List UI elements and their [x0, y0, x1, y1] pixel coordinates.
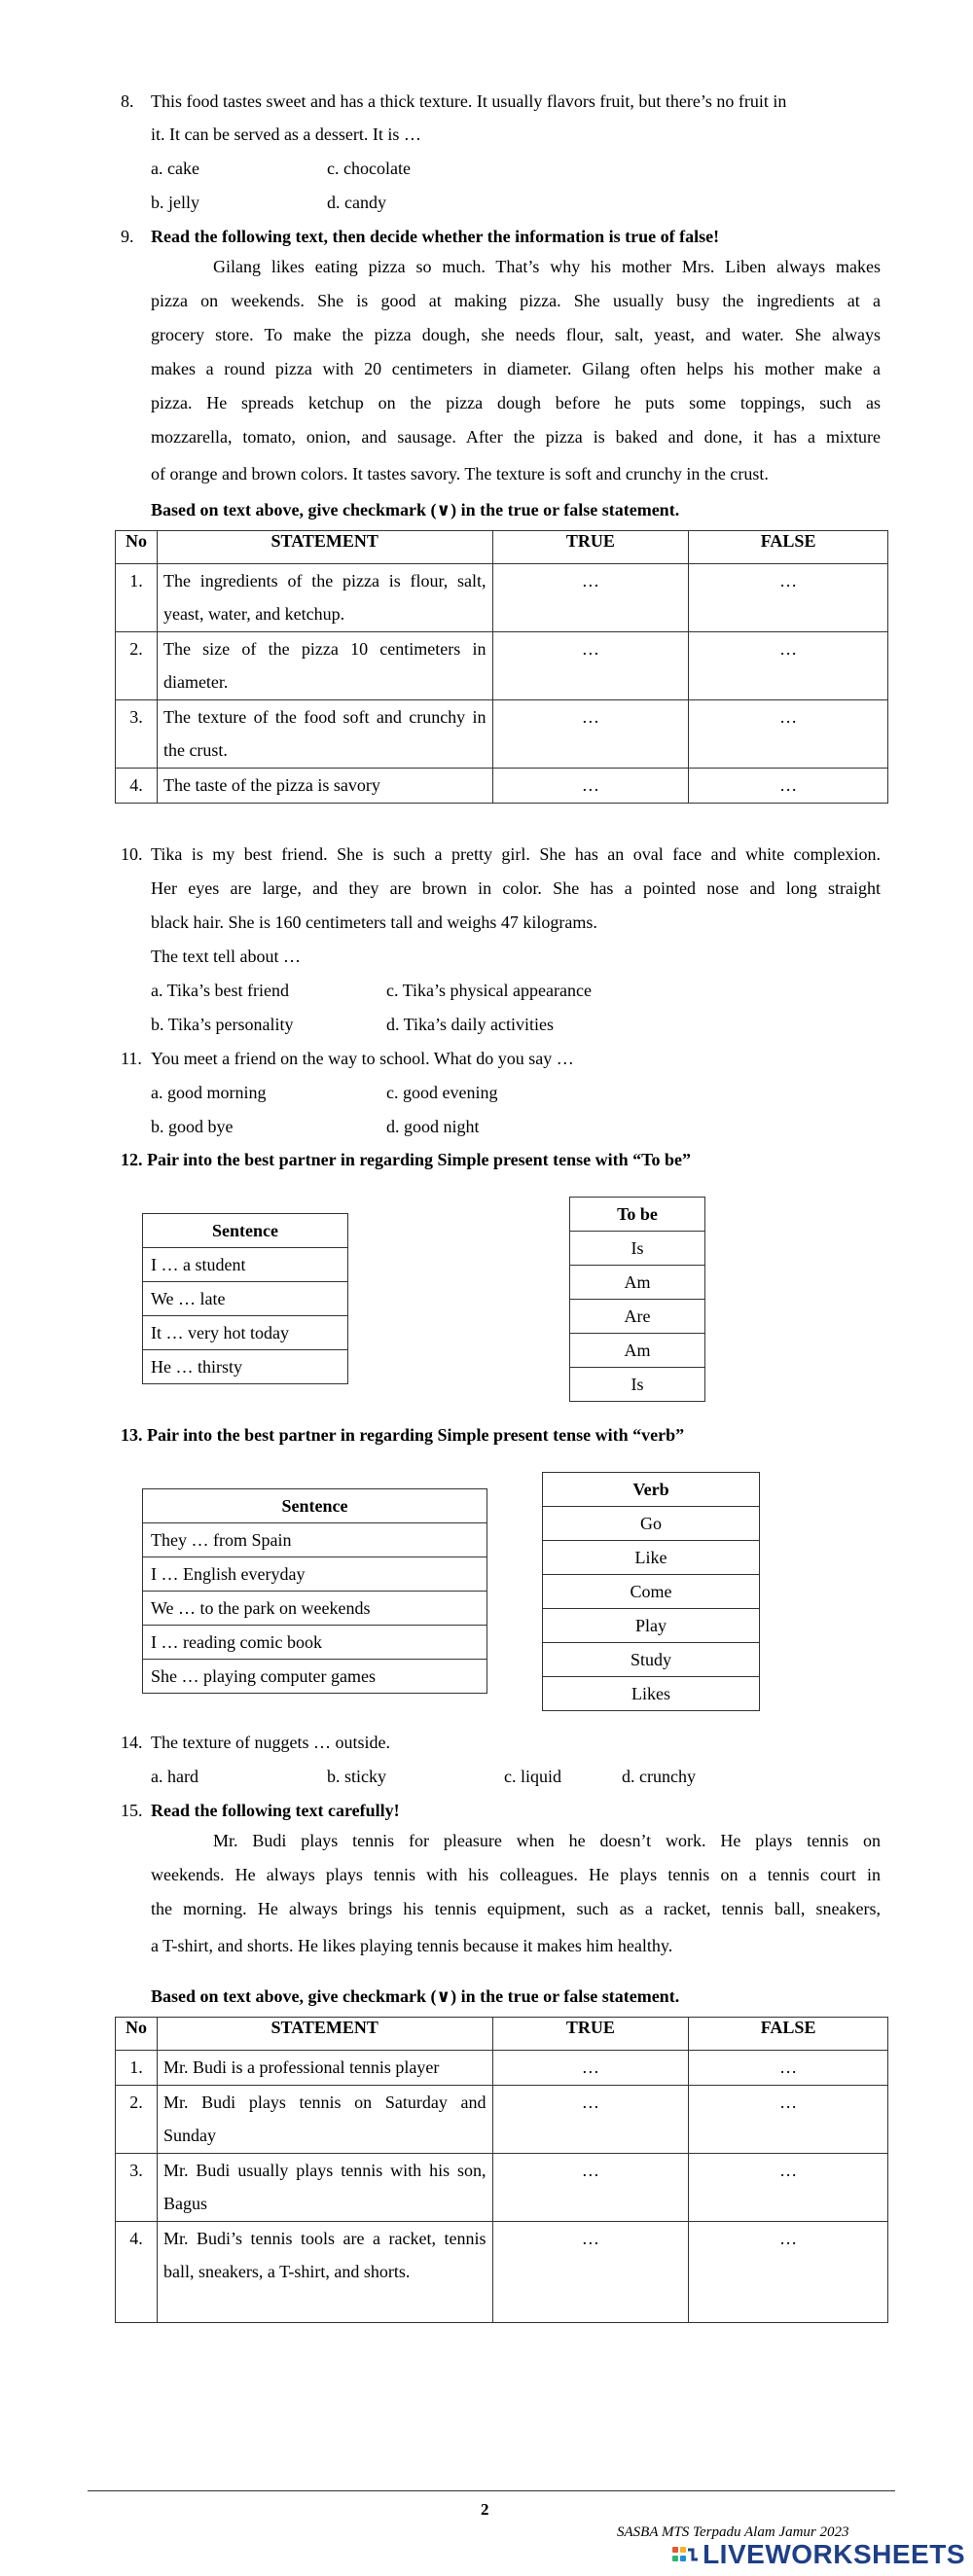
- q9-passage-line: pizza. He spreads ketchup on the pizza dough before he puts some toppings, such as: [151, 393, 881, 412]
- sentence-cell[interactable]: It … very hot today: [143, 1316, 348, 1350]
- q11-text: You meet a friend on the way to school. What do you say …: [151, 1049, 574, 1068]
- footer-divider: [88, 2490, 895, 2491]
- q14-option-d: d. crunchy: [622, 1767, 696, 1786]
- table-row: [116, 2154, 888, 2222]
- header-true: TRUE: [492, 2018, 689, 2051]
- q9-passage-line: grocery store. To make the pizza dough, she needs flour, salt, yeast, and water. She always: [151, 325, 881, 344]
- true-cell[interactable]: …: [492, 700, 689, 769]
- tobe-cell[interactable]: Is: [570, 1368, 705, 1402]
- table-row: [116, 769, 888, 804]
- q10-option-b: b. Tika’s personality: [151, 1015, 294, 1034]
- false-cell[interactable]: …: [689, 632, 888, 700]
- q14-option-b: b. sticky: [327, 1767, 386, 1786]
- q10-passage-line: black hair. She is 160 centimeters tall and weighs 47 kilograms.: [151, 912, 597, 932]
- sentence-header: Sentence: [143, 1214, 348, 1248]
- q10-option-a: a. Tika’s best friend: [151, 981, 289, 1000]
- row-number: 3.: [116, 700, 158, 769]
- sentence-cell[interactable]: We … to the park on weekends: [143, 1592, 487, 1626]
- verb-cell[interactable]: Play: [543, 1609, 760, 1643]
- q8-option-d: d. candy: [327, 193, 386, 212]
- verb-header: Verb: [543, 1473, 760, 1507]
- row-statement: Mr. Budi’s tennis tools are a racket, tennis ball, sneakers, a T-shirt, and shorts.: [157, 2222, 492, 2323]
- q10-number: 10.: [121, 844, 143, 864]
- row-number: 2.: [116, 632, 158, 700]
- true-cell[interactable]: …: [492, 564, 689, 632]
- q10-passage-line: Tika is my best friend. She is such a pretty girl. She has an oval face and white complexion.: [151, 844, 881, 864]
- verb-cell[interactable]: Come: [543, 1575, 760, 1609]
- q10-option-d: d. Tika’s daily activities: [386, 1015, 555, 1034]
- q9-table: [115, 530, 888, 804]
- true-cell[interactable]: …: [492, 2051, 689, 2086]
- q15-instruction: Read the following text carefully!: [151, 1801, 400, 1820]
- verb-cell[interactable]: Likes: [543, 1677, 760, 1711]
- q13-verb-table: [542, 1472, 760, 1711]
- sentence-cell[interactable]: We … late: [143, 1282, 348, 1316]
- q15-table-header: [116, 2018, 888, 2051]
- sentence-cell[interactable]: I … English everyday: [143, 1557, 487, 1592]
- footer-school: SASBA MTS Terpadu Alam Jamur 2023: [617, 2524, 849, 2540]
- table-row: [116, 2086, 888, 2154]
- tobe-cell[interactable]: Am: [570, 1334, 705, 1368]
- q15-table: [115, 2017, 888, 2323]
- q11-option-d: d. good night: [386, 1117, 480, 1136]
- false-cell[interactable]: …: [689, 564, 888, 632]
- sentence-cell[interactable]: I … a student: [143, 1248, 348, 1282]
- row-statement: The taste of the pizza is savory: [157, 769, 492, 804]
- q11-option-c: c. good evening: [386, 1083, 498, 1102]
- q8-text-line1: This food tastes sweet and has a thick texture. It usually flavors fruit, but there’s no fruit in: [151, 91, 787, 111]
- verb-cell[interactable]: Study: [543, 1643, 760, 1677]
- q12-sentence-table: [142, 1213, 348, 1384]
- tobe-cell[interactable]: Am: [570, 1266, 705, 1300]
- q14-option-c: c. liquid: [504, 1767, 561, 1786]
- table-row: [116, 700, 888, 769]
- header-no: No: [116, 2018, 158, 2051]
- q11-option-b: b. good bye: [151, 1117, 234, 1136]
- q15-passage-line: the morning. He always brings his tennis equipment, such as a racket, tennis ball, sneakers,: [151, 1899, 881, 1918]
- q15-number: 15.: [121, 1801, 143, 1820]
- row-statement: Mr. Budi plays tennis on Saturday and Sunday: [157, 2086, 492, 2154]
- true-cell[interactable]: …: [492, 2154, 689, 2222]
- row-number: 3.: [116, 2154, 158, 2222]
- false-cell[interactable]: …: [689, 2222, 888, 2323]
- q13-title: 13. Pair into the best partner in regarding Simple present tense with “verb”: [121, 1425, 685, 1445]
- q9-passage-line: mozzarella, tomato, onion, and sausage. After the pizza is baked and done, it has a mixture: [151, 427, 881, 447]
- page-number: 2: [481, 2500, 489, 2519]
- true-cell[interactable]: …: [492, 2086, 689, 2154]
- q11-option-a: a. good morning: [151, 1083, 267, 1102]
- verb-cell[interactable]: Go: [543, 1507, 760, 1541]
- q11-number: 11.: [121, 1049, 142, 1068]
- q9-number: 9.: [121, 227, 134, 246]
- q12-tobe-table: [569, 1197, 705, 1402]
- row-statement: The size of the pizza 10 centimeters in diameter.: [157, 632, 492, 700]
- header-statement: STATEMENT: [157, 2018, 492, 2051]
- q9-table-instruction: Based on text above, give checkmark (∨) in the true or false statement.: [151, 500, 680, 519]
- q9-passage-line: pizza on weekends. She is good at making pizza. She usually busy the ingredients at a: [151, 291, 881, 310]
- row-number: 4.: [116, 769, 158, 804]
- q14-option-a: a. hard: [151, 1767, 198, 1786]
- verb-cell[interactable]: Like: [543, 1541, 760, 1575]
- header-no: No: [116, 531, 158, 564]
- false-cell[interactable]: …: [689, 769, 888, 804]
- tobe-cell[interactable]: Are: [570, 1300, 705, 1334]
- row-number: 4.: [116, 2222, 158, 2323]
- true-cell[interactable]: …: [492, 632, 689, 700]
- q8-text-line2: it. It can be served as a dessert. It is …: [151, 125, 421, 144]
- row-statement: Mr. Budi usually plays tennis with his son, Bagus: [157, 2154, 492, 2222]
- q15-passage-line: Mr. Budi plays tennis for pleasure when he doesn’t work. He plays tennis on: [213, 1831, 881, 1850]
- sentence-header: Sentence: [143, 1489, 487, 1523]
- q14-number: 14.: [121, 1733, 143, 1752]
- table-row: [116, 632, 888, 700]
- true-cell[interactable]: …: [492, 2222, 689, 2323]
- q9-passage-line: makes a round pizza with 20 centimeters in diameter. Gilang often helps his mother make a: [151, 359, 881, 378]
- true-cell[interactable]: …: [492, 769, 689, 804]
- q15-passage-line: a T-shirt, and shorts. He likes playing tennis because it makes him healthy.: [151, 1936, 673, 1955]
- row-number: 2.: [116, 2086, 158, 2154]
- header-false: FALSE: [689, 531, 888, 564]
- q15-passage-line: weekends. He always plays tennis with his colleagues. He plays tennis on a tennis court in: [151, 1865, 881, 1884]
- q8-option-c: c. chocolate: [327, 159, 411, 178]
- q9-passage-line: of orange and brown colors. It tastes savory. The texture is soft and crunchy in the crust.: [151, 464, 769, 483]
- false-cell[interactable]: …: [689, 2086, 888, 2154]
- row-statement: Mr. Budi is a professional tennis player: [157, 2051, 492, 2086]
- tobe-cell[interactable]: Is: [570, 1232, 705, 1266]
- q10-question: The text tell about …: [151, 947, 301, 966]
- tobe-header: To be: [570, 1198, 705, 1232]
- sentence-cell[interactable]: She … playing computer games: [143, 1660, 487, 1694]
- q12-title: 12. Pair into the best partner in regarding Simple present tense with “To be”: [121, 1150, 692, 1169]
- q10-option-c: c. Tika’s physical appearance: [386, 981, 592, 1000]
- sentence-cell[interactable]: He … thirsty: [143, 1350, 348, 1384]
- header-false: FALSE: [689, 2018, 888, 2051]
- q14-text: The texture of nuggets … outside.: [151, 1733, 390, 1752]
- q8-option-a: a. cake: [151, 159, 199, 178]
- q8-option-b: b. jelly: [151, 193, 199, 212]
- table-row: [116, 2222, 888, 2323]
- q9-passage-line: Gilang likes eating pizza so much. That’s why his mother Mrs. Liben always makes: [213, 257, 881, 276]
- header-true: TRUE: [492, 531, 689, 564]
- row-statement: The texture of the food soft and crunchy in the crust.: [157, 700, 492, 769]
- liveworksheets-logo: [671, 2539, 965, 2570]
- false-cell[interactable]: …: [689, 700, 888, 769]
- row-number: 1.: [116, 2051, 158, 2086]
- q9-instruction: Read the following text, then decide whether the information is true of false!: [151, 227, 720, 246]
- table-row: [116, 2051, 888, 2086]
- q15-table-instruction: Based on text above, give checkmark (∨) in the true or false statement.: [151, 1986, 680, 2006]
- q10-passage-line: Her eyes are large, and they are brown in color. She has a pointed nose and long straight: [151, 878, 881, 898]
- row-statement: The ingredients of the pizza is flour, salt, yeast, water, and ketchup.: [157, 564, 492, 632]
- header-statement: STATEMENT: [157, 531, 492, 564]
- brand-text: LIVEWORKSHEETS: [703, 2539, 965, 2569]
- sentence-cell[interactable]: They … from Spain: [143, 1523, 487, 1557]
- q8-number: 8.: [121, 91, 134, 111]
- false-cell[interactable]: …: [689, 2051, 888, 2086]
- table-row: [116, 564, 888, 632]
- sentence-cell[interactable]: I … reading comic book: [143, 1626, 487, 1660]
- liveworksheets-mark-icon: [671, 2544, 699, 2565]
- q9-table-header: [116, 531, 888, 564]
- false-cell[interactable]: …: [689, 2154, 888, 2222]
- q13-sentence-table: [142, 1488, 487, 1694]
- row-number: 1.: [116, 564, 158, 632]
